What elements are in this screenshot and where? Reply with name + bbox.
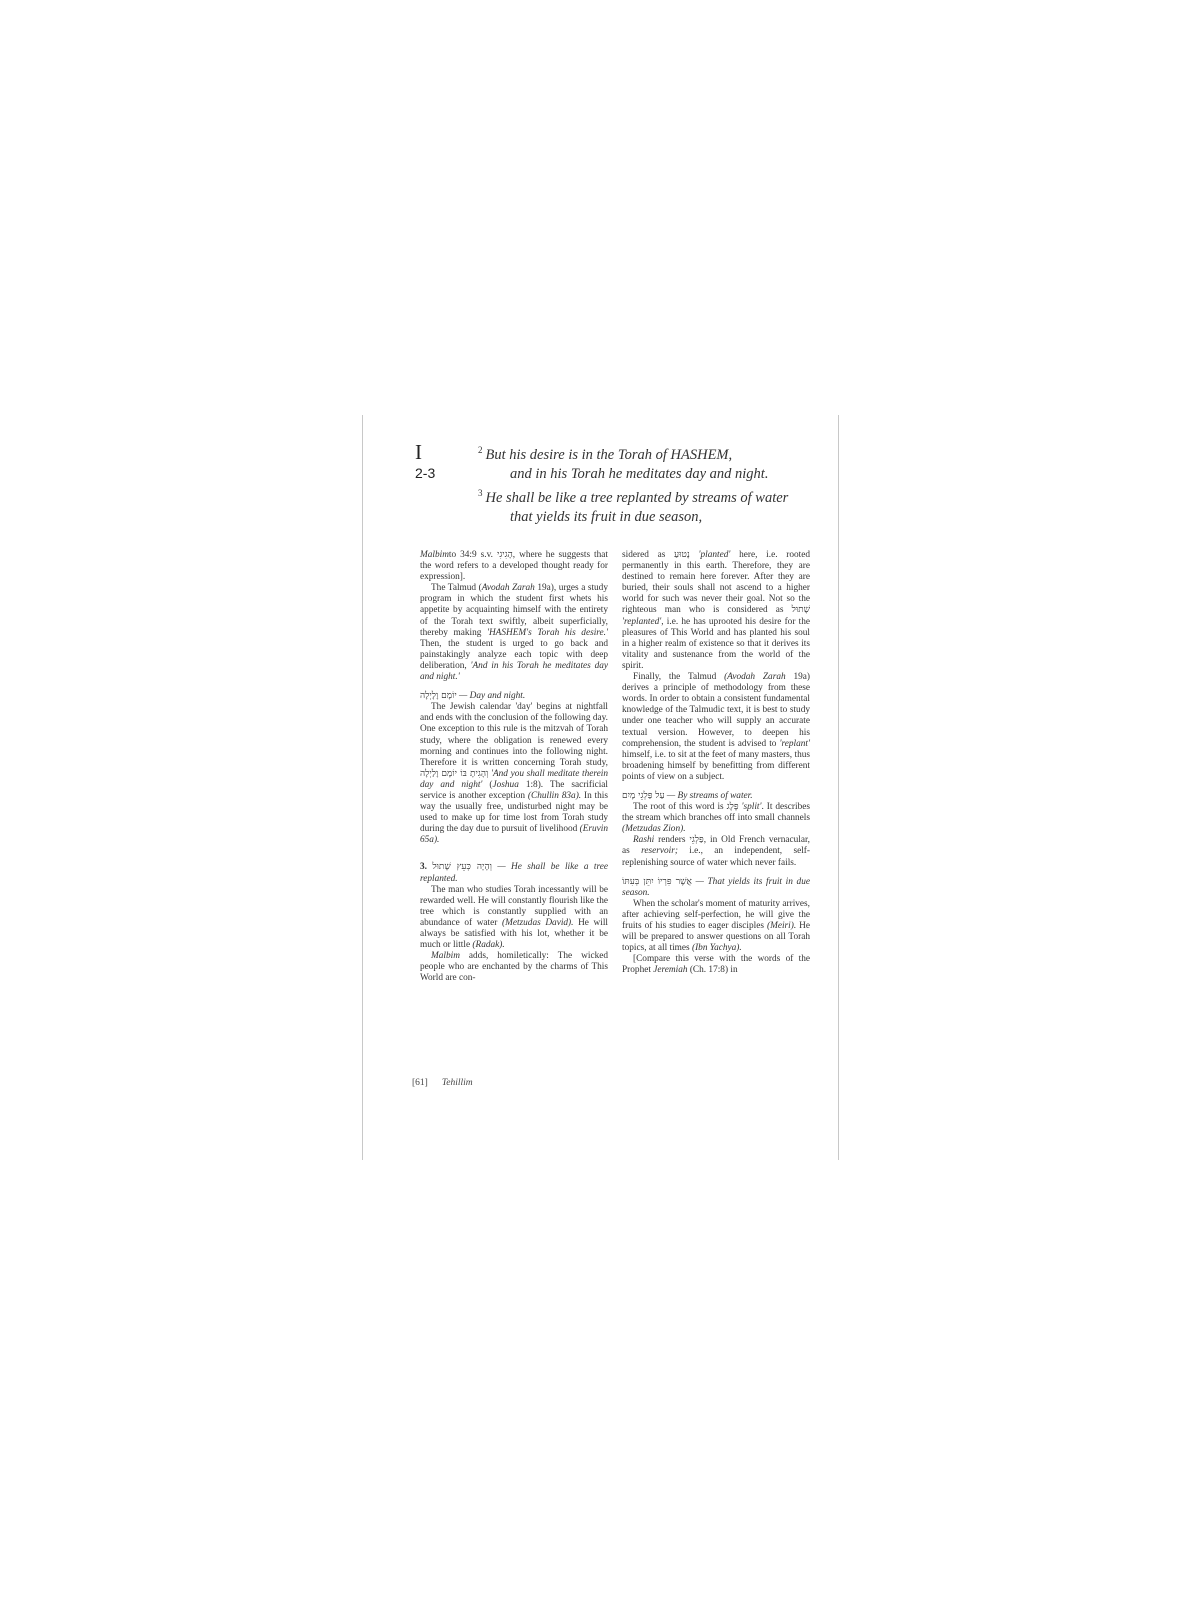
paragraph: When the scholar's moment of maturity arrives, after achieving self-perfection, he will give the fruits of his studies to eager disciples (Meiri). He will be prepared to answer questions on all Torah topics, at all times (Ibn Yachya). xyxy=(622,898,811,954)
commentary-right-column xyxy=(622,550,810,976)
paragraph: sidered as נָטוּעַ 'planted' here, i.e. rooted permanently in this earth. Therefore, they are destined to remain here forever. After they are buried, their souls shall not ascend to a higher world for such was never their goal. Not so the righteous man who is considered as שָׁתוּל 'replanted', i.e. he has uprooted his desire for the pleasures of This World and has planted his soul in a higher realm of existence so that it derives its vitality and sustenance from the world of the spirit. xyxy=(622,550,810,671)
paragraph: [Compare this verse with the words of the Prophet Jeremiah (Ch. 17:8) in xyxy=(622,954,810,976)
verse-3-line-1: $^3$ He shall be like a tree replanted by streams of water xyxy=(478,487,789,506)
section-heading: יוֹמָם וָלָיְלָה — Day and night. xyxy=(420,691,526,702)
section-heading: עַל פַּלְגֵי מָיִם — By streams of water. xyxy=(622,790,753,801)
paragraph: The man who studies Torah incessantly will be rewarded well. He will constantly flourish like the tree which is constantly supplied with an abundance of water (Metzudas David). He will always be satisfied with his lot, whether it be much or little (Radak). xyxy=(420,884,608,951)
paragraph: Malbimto 34:9 s.v. הָגִיגִי, where he suggests that the word refers to a developed thought ready for expression]. xyxy=(420,550,608,583)
verse-block xyxy=(478,441,818,527)
paragraph: Malbim adds, homiletically: The wicked people who are enchanted by the charms of This World are con- xyxy=(420,951,608,984)
commentary-left-column xyxy=(420,550,608,984)
verse-number: 3 xyxy=(478,487,483,498)
section-heading: 3. וְהָיָה כְּעֵץ שָׁתוּל — He shall be like a tree replanted. xyxy=(420,862,608,884)
paragraph: The root of this word is פֶּלֶג 'split'. It describes the stream which branches off into small channels (Metzudas Zion). xyxy=(622,802,810,835)
verse-number: 2 xyxy=(478,445,483,455)
paragraph: The Jewish calendar 'day' begins at nightfall and ends with the conclusion of the following day. One exception to this rule is the mitzvah of Torah study, where the obligation is renewed every morning and continues into the following night. Therefore it is written concerning Torah study, וְהָגִיתָ בּוֹ יוֹמָם וָלַיְלָה 'And you shall meditate therein day and night' (Joshua 1:8). The sacrificial service is another exception (Chullin 83a). In this way the usually free, undisturbed night may be used to make up for time lost from Torah study during the day due to pursuit of livelihood (Eruvin 65a). xyxy=(420,702,608,846)
chapter-number: I xyxy=(415,440,422,464)
verse-range: 2-3 xyxy=(415,465,436,481)
book-title: Tehillim xyxy=(441,1078,473,1088)
psalm-marker xyxy=(415,440,455,482)
verse-2-line-1: $^2$ But his desire is in the Torah of HASHEM, xyxy=(478,445,733,463)
page-number: [61] xyxy=(412,1078,428,1088)
verse-2-line-2: and in his Torah he meditates day and night. xyxy=(510,465,769,482)
page-edge-right xyxy=(838,415,839,1160)
verse-3-line-2: that yields its fruit in due season, xyxy=(510,508,703,525)
page-footer xyxy=(412,1078,473,1088)
paragraph: Rashi renders פַּלְגֵי, in Old French vernacular, as reservoir; i.e., an independent, self-replenishing source of water which never fails. xyxy=(622,835,810,868)
page-edge-left xyxy=(362,415,363,1160)
paragraph: The Talmud (Avodah Zarah 19a), urges a study program in which the student first whets his appetite by acquainting himself with the entirety of the Torah text swiftly, albeit superficially, thereby making 'HASHEM's Torah his desire.' Then, the student is urged to go back and painstakingly analyze each topic with deep deliberation, 'And in his Torah he meditates day and night.' xyxy=(420,583,608,683)
paragraph: Finally, the Talmud (Avodah Zarah 19a) derives a principle of methodology from these words. In order to obtain a consistent fundamental knowledge of the Talmudic text, it is best to study under one teacher who will supply an accurate textual version. However, to deepen his comprehension, the student is advised to 'replant' himself, i.e. to sit at the feet of many masters, thus broadening himself by benefitting from different points of view on a subject. xyxy=(622,672,810,782)
section-heading: אֲשֶׁר פִּרְיוֹ יִתֵּן בְּעִתּוֹ — That yields its fruit in due season. xyxy=(622,876,810,898)
